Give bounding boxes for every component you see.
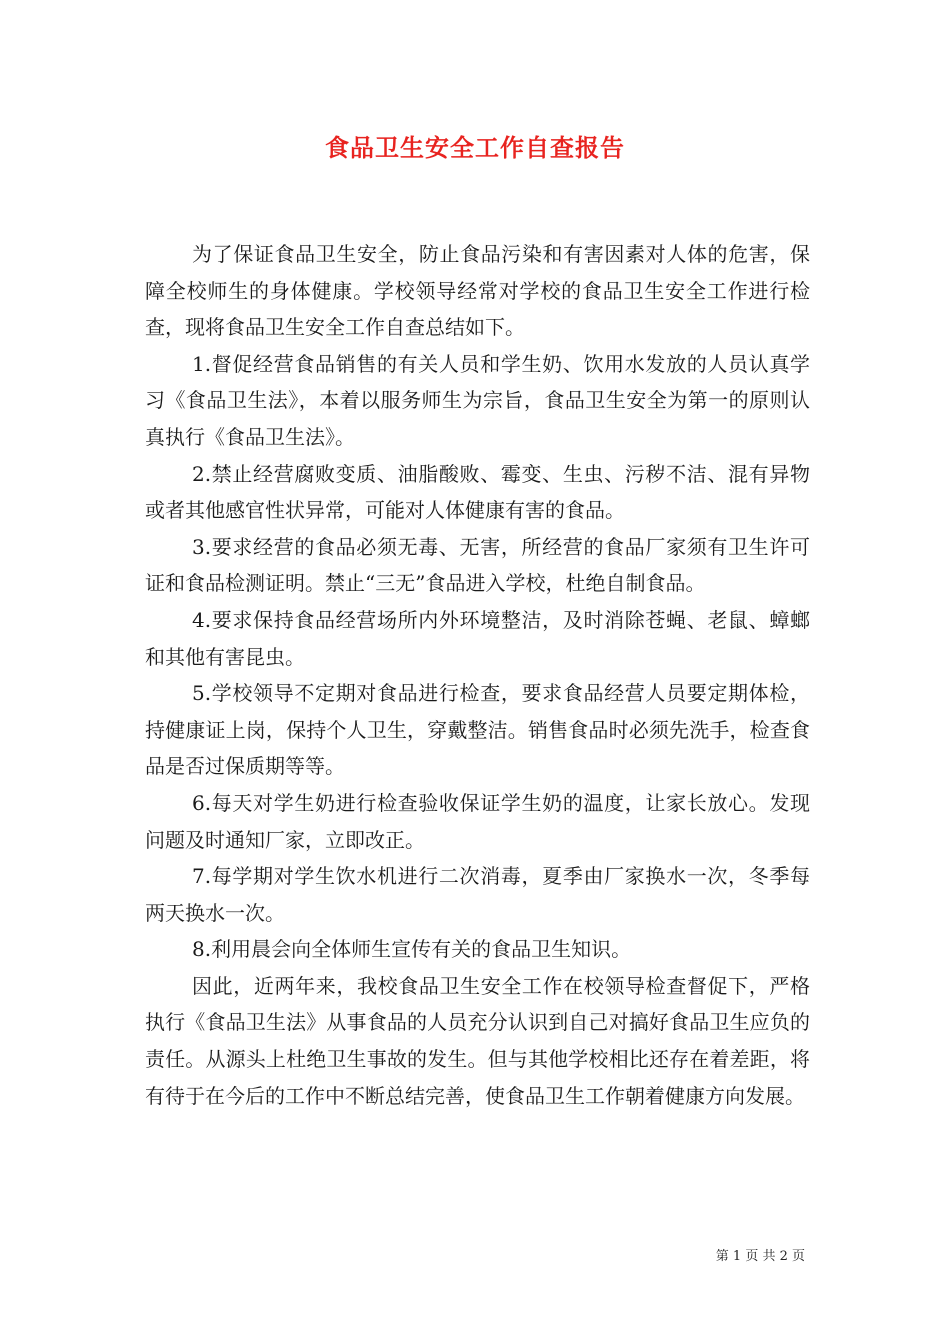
paragraph-item-7: 7.每学期对学生饮水机进行二次消毒，夏季由厂家换水一次，冬季每两天换水一次。 xyxy=(145,864,810,925)
paragraph-item-5: 5.学校领导不定期对食品进行检查，要求食品经营人员要定期体检，持健康证上岗，保持个人卫生，穿戴整洁。销售食品时必须先洗手，检查食品是否过保质期等等。 xyxy=(145,681,810,779)
document-body xyxy=(145,236,810,1114)
paragraph-item-8: 8.利用晨会向全体师生宣传有关的食品卫生知识。 xyxy=(192,937,632,962)
paragraph-item-6: 6.每天对学生奶进行检查验收保证学生奶的温度，让家长放心。发现问题及时通知厂家，立即改正。 xyxy=(145,790,810,852)
paragraph-item-4: 4.要求保持食品经营场所内外环境整洁，及时消除苍蝇、老鼠、蟑螂和其他有害昆虫。 xyxy=(145,607,810,669)
document-title: 食品卫生安全工作自查报告 xyxy=(325,133,625,162)
paragraph-item-1: 1.督促经营食品销售的有关人员和学生奶、饮用水发放的人员认真学习《食品卫生法》，本着以服务师生为宗旨，食品卫生安全为第一的原则认真执行《食品卫生法》。 xyxy=(145,351,810,449)
paragraph-conclusion: 因此，近两年来，我校食品卫生安全工作在校领导检查督促下，严格执行《食品卫生法》从事食品的人员充分认识到自己对搞好食品卫生应负的责任。从源头上杜绝卫生事故的发生。但与其他学校相比还存在着差距，将有待于在今后的工作中不断总结完善，使食品卫生工作朝着健康方向发展。 xyxy=(145,973,810,1108)
page-number-footer: 第 1 页 共 2 页 xyxy=(715,1249,805,1264)
paragraph-item-3: 3.要求经营的食品必须无毒、无害，所经营的食品厂家须有卫生许可证和食品检测证明。禁止“三无”食品进入学校，杜绝自制食品。 xyxy=(145,534,810,596)
paragraph-intro: 为了保证食品卫生安全，防止食品污染和有害因素对人体的危害，保障全校师生的身体健康。学校领导经常对学校的食品卫生安全工作进行检查，现将食品卫生安全工作自查总结如下。 xyxy=(145,242,810,340)
paragraph-item-2: 2.禁止经营腐败变质、油脂酸败、霉变、生虫、污秽不洁、混有异物或者其他感官性状异常，可能对人体健康有害的食品。 xyxy=(145,461,810,523)
